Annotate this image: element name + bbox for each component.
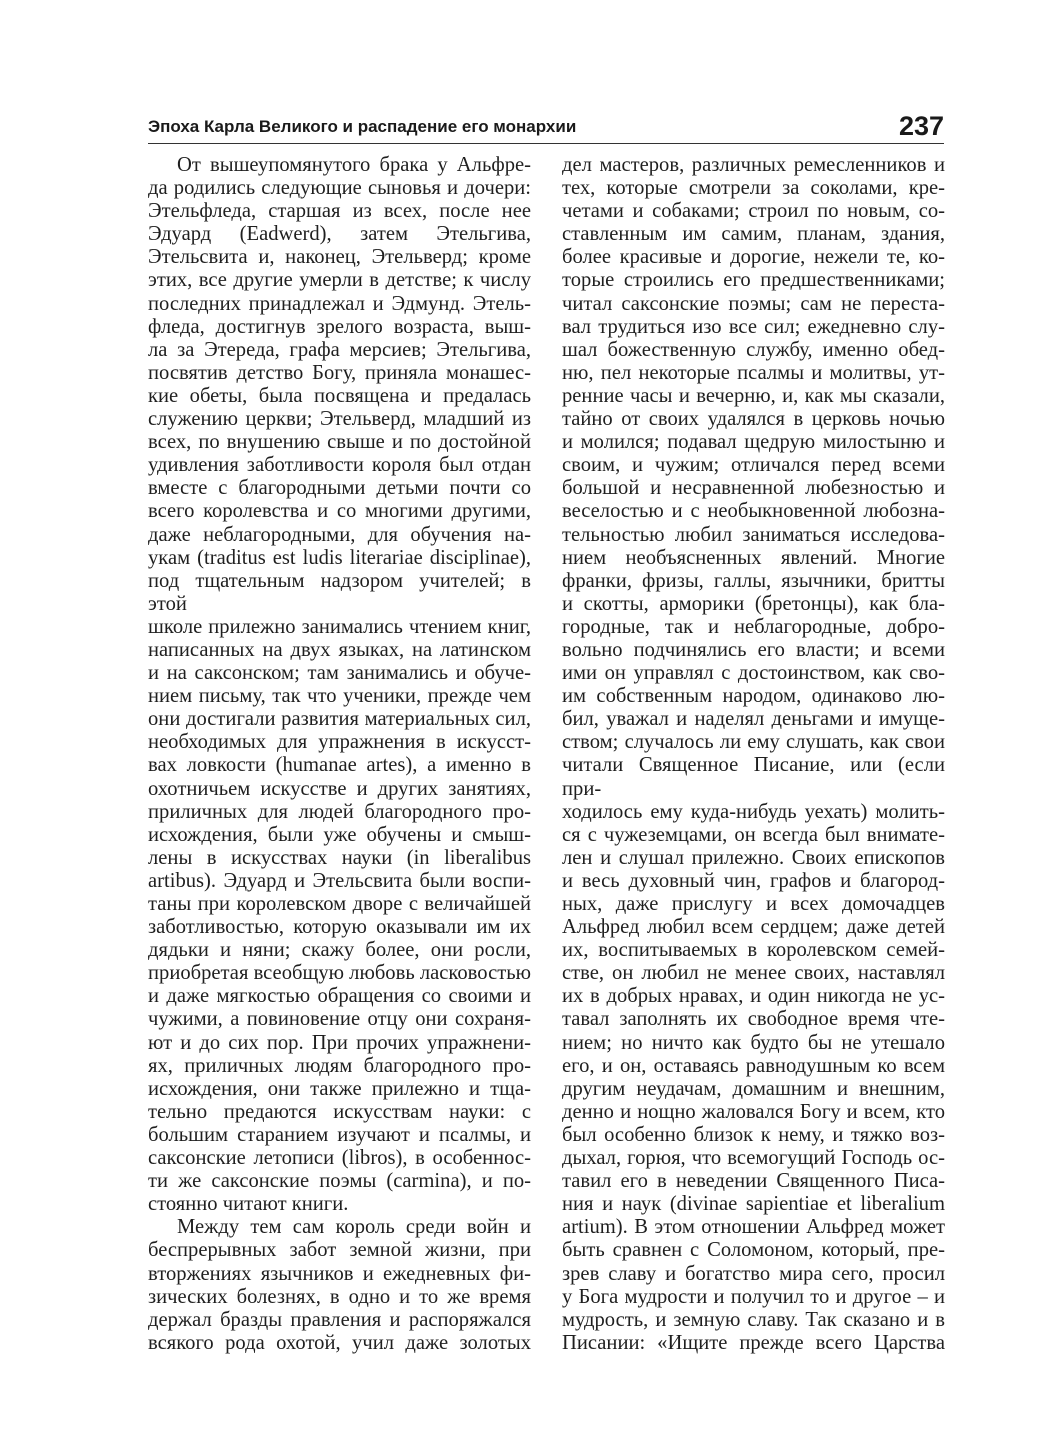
text-line: тавил его в неведении Священного Писа- [562, 1170, 945, 1193]
text-line: и скотты, арморики (бретонцы), как бла- [562, 592, 945, 615]
text-line: ют и до сих пор. При прочих упражнени- [148, 1031, 531, 1054]
text-line: ством; случалось ли ему слушать, как свои [562, 731, 945, 754]
text-line: вал трудиться изо все сил; ежедневно слу- [562, 315, 945, 338]
text-line: тайно от своих удалялся в церковь ночью [562, 408, 945, 431]
text-line: им собственным народом, одинаково лю- [562, 685, 945, 708]
text-line: большим старанием изучают и псалмы, и [148, 1123, 531, 1146]
text-line: быть сравнен с Соломоном, который, пре- [562, 1239, 945, 1262]
text-line: и весь духовный чин, графов и благород- [562, 869, 945, 892]
text-line: ими он управлял с достоинством, как сво- [562, 662, 945, 685]
text-line: посвятив детство Богу, приняла монашес- [148, 361, 531, 384]
text-line: ню, пел некоторые псалмы и молитвы, ут- [562, 361, 945, 384]
text-line: исхождения, были уже обучены и смыш- [148, 823, 531, 846]
text-line: и молился; подавал щедрую милостыню и [562, 431, 945, 454]
text-line: вторжениях язычников и ежедневных фи- [148, 1262, 531, 1285]
text-line: ях, приличных людям благородного про- [148, 1054, 531, 1077]
text-line: Эдуард (Eadwerd), затем Этельгива, [148, 223, 531, 246]
text-line: artium). В этом отношении Альфред может [562, 1216, 945, 1239]
text-line: написанных на двух языках, на латинском [148, 638, 531, 661]
text-line: городные, так и неблагородные, добро- [562, 615, 945, 638]
text-line: Писании: «Ищите прежде всего Царства [562, 1331, 945, 1354]
text-line: ния и наук (divinae sapientiae et liberalium [562, 1193, 945, 1216]
text-line: стоянно читают книги. [148, 1193, 349, 1216]
text-line: под тщательным надзором учителей; в этой [148, 569, 531, 615]
text-line: кие обеты, была посвящена и предалась [148, 384, 531, 407]
text-line: саксонские летописи (libros), в особеннос- [148, 1147, 531, 1170]
text-line: читал саксонские поэмы; сам не переста- [562, 292, 945, 315]
text-line: школе прилежно занимались чтением книг, [148, 615, 531, 638]
text-line: был особенно близок к нему, и тяжко воз- [562, 1123, 945, 1146]
left-text-column [148, 154, 531, 1355]
text-line: всякого рода охотой, учил даже золотых [148, 1331, 531, 1354]
text-line: другим неудачам, домашним и внешним, [562, 1077, 945, 1100]
running-header-title: Эпоха Карла Великого и распадение его монархии [148, 117, 577, 136]
text-line: даже неблагородными, для обучения на- [148, 523, 531, 546]
right-text-column [562, 154, 945, 1355]
text-line: его, и он, оставаясь равнодушным ко всем [562, 1054, 945, 1077]
text-line: Между тем сам король среди войн и [177, 1216, 531, 1239]
text-line: заботливостью, которую оказывали им их [148, 916, 531, 939]
text-line: их, воспитываемых в королевском семей- [562, 939, 945, 962]
text-line: бил, уважал и наделял деньгами и имуще- [562, 708, 945, 731]
text-line: всех, по внушению свыше и по достойной [148, 431, 531, 454]
text-line: ных, даже прислугу и всех домочадцев [562, 893, 945, 915]
text-line: да родились следующие сыновья и дочери: [148, 177, 531, 200]
header-rule [148, 143, 944, 144]
text-line: таны при королевском дворе с величайшей [148, 893, 531, 915]
text-line: веселостью и с необыкновенной любозна- [562, 500, 945, 523]
text-line: и даже мягкостью обращения со своими и [148, 985, 531, 1008]
text-line: тельно предаются искусствам науки: с [148, 1100, 531, 1123]
text-line: торые строились его предшественниками; [562, 269, 945, 292]
text-line: нием необъясненных явлений. Многие [562, 546, 945, 569]
text-line: От вышеупомянутого брака у Альфре- [177, 154, 531, 176]
text-line: денно и нощно жаловался Богу и всем, кто [562, 1100, 945, 1123]
text-line: необходимых для упражнения в искусст- [148, 731, 531, 754]
text-line: нием письму, так что ученики, прежде чем [148, 685, 531, 708]
text-line: их в добрых нравах, и один никогда не ус- [562, 985, 945, 1008]
text-line: зических болезнях, в одно и то же время [148, 1285, 531, 1308]
text-line: вместе с благородными детьми почти со [148, 477, 531, 500]
text-line: вольно подчинялись его власти; и всеми [562, 638, 945, 661]
text-line: укам (traditus est ludis literariae disciplinae), [148, 546, 531, 569]
text-line: всего королевства и со многими другими, [148, 500, 531, 523]
text-line: приличных для людей благородного про- [148, 800, 531, 823]
text-line: четами и собаками; строил по новым, со- [562, 200, 945, 223]
text-line: шал божественную службу, именно обед- [562, 338, 945, 361]
text-line: ставленным им самим, планам, здания, [562, 223, 945, 246]
text-line: большой и несравненной любезностью и [562, 477, 945, 500]
text-line: у Бога мудрости и получил то и другое – и [562, 1285, 945, 1308]
text-line: франки, фризы, галлы, язычники, бритты [562, 569, 945, 592]
text-line: тельностью любил заниматься исследова- [562, 523, 945, 546]
text-line: ся с чужеземцами, он всегда был внимате- [562, 823, 945, 846]
text-line: дядьки и няни; скажу более, они росли, [148, 939, 531, 962]
text-line: исхождения, они также прилежно и тща- [148, 1077, 531, 1100]
text-line: дел мастеров, различных ремесленников и [562, 154, 945, 176]
text-line: ренние часы и вечерню, и, как мы сказали, [562, 384, 945, 407]
text-line: беспрерывных забот земной жизни, при [148, 1239, 531, 1262]
text-line: тех, которые смотрели за соколами, кре- [562, 177, 945, 200]
text-line: чужими, а повиновение отцу они сохраня- [148, 1008, 531, 1031]
text-line: вах ловкости (humanae artes), а именно в [148, 754, 531, 777]
text-line: тавал заполнять их свободное время чте- [562, 1008, 945, 1031]
text-line: читали Священное Писание, или (если при- [562, 754, 945, 800]
text-line: ти же саксонские поэмы (carmina), и по- [148, 1170, 531, 1193]
text-line: ла за Этереда, графа мерсиев; Этельгива, [148, 338, 531, 361]
text-line: более красивые и дорогие, нежели те, ко- [562, 246, 945, 269]
text-line: Этельсвита и, наконец, Этельверд; кроме [148, 246, 531, 269]
page-number: 237 [898, 111, 944, 141]
text-line: нием; но ничто как будто бы не утешало [562, 1031, 945, 1054]
text-line: удивления заботливости короля был отдан [148, 454, 531, 477]
text-line: последних принадлежал и Эдмунд. Этель- [148, 292, 531, 315]
text-line: служению церкви; Этельверд, младший из [148, 408, 531, 431]
text-line: лен и слушал прилежно. Своих епископов [562, 846, 945, 869]
text-line: фледа, достигнув зрелого возраста, выш- [148, 315, 531, 338]
text-line: Альфред любил всем сердцем; даже детей [562, 916, 945, 939]
text-line: artibus). Эдуард и Этельсвита были воспи- [148, 869, 531, 892]
text-line: охотничьем искусстве и других занятиях, [148, 777, 531, 800]
text-line: дыхал, горюя, что всемогущий Господь ос- [562, 1147, 945, 1170]
text-line: стве, он любил не менее своих, наставлял [562, 962, 945, 985]
text-line: своим, и чужим; отличался перед всеми [562, 454, 945, 477]
text-line: мудрость, и земную славу. Так сказано и в [562, 1308, 945, 1331]
text-line: ходилось ему куда-нибудь уехать) молить- [562, 800, 945, 823]
text-line: зрев славу и богатство мира сего, просил [562, 1262, 945, 1285]
text-line: этих, все другие умерли в детстве; к числу [148, 269, 531, 292]
text-line: приобретая всеобщую любовь ласковостью [148, 962, 531, 985]
text-line: держал бразды правления и распоряжался [148, 1308, 531, 1331]
text-line: они достигали развития материальных сил, [148, 708, 531, 731]
text-line: и на саксонском; там занимались и обуче- [148, 662, 531, 685]
text-line: Этельфледа, старшая из всех, после нее [148, 200, 531, 223]
text-line: лены в искусствах науки (in liberalibus [148, 846, 531, 869]
